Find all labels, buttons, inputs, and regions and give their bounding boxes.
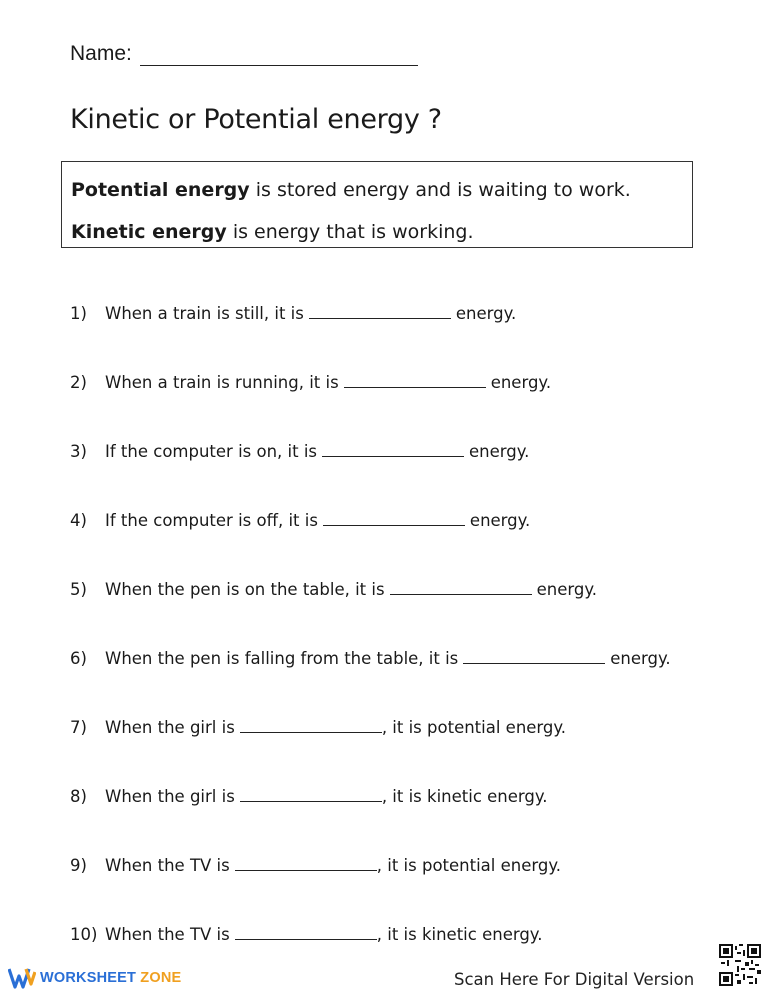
question-text-before: When a train is running, it is [105, 373, 339, 392]
question-text-before: When the TV is [105, 856, 230, 875]
question-item [70, 649, 671, 668]
question-text-before: When the girl is [105, 718, 235, 737]
answer-blank[interactable] [309, 304, 451, 319]
question-number: 10) [70, 925, 98, 944]
logo-text: WORKSHEET ZONE [40, 970, 182, 986]
question-text-after: , it is kinetic energy. [381, 787, 548, 806]
question-item [70, 580, 597, 599]
question-text-after: energy. [455, 304, 517, 323]
question-text-before: When the girl is [105, 787, 235, 806]
question-item [70, 925, 542, 944]
question-item [70, 304, 516, 323]
name-label: Name: [70, 42, 132, 65]
answer-blank[interactable] [235, 856, 377, 871]
definition-term: Kinetic energy [71, 221, 227, 243]
question-text-after: , it is kinetic energy. [376, 925, 543, 944]
answer-blank[interactable] [323, 511, 465, 526]
name-blank-line[interactable] [140, 43, 418, 66]
question-number: 8) [70, 787, 87, 806]
question-number: 3) [70, 442, 87, 461]
answer-blank[interactable] [240, 718, 382, 733]
definition-term: Potential energy [71, 179, 250, 201]
question-item [70, 787, 548, 806]
answer-blank[interactable] [344, 373, 486, 388]
question-text-after: , it is potential energy. [381, 718, 567, 737]
answer-blank[interactable] [235, 925, 377, 940]
question-text-before: When the TV is [105, 925, 230, 944]
question-text-after: energy. [469, 442, 530, 461]
question-text-before: When the pen is on the table, it is [105, 580, 385, 599]
question-text-before: If the computer is on, it is [105, 442, 318, 461]
question-item [70, 856, 561, 875]
name-field-row [70, 42, 418, 66]
question-text-before: When a train is still, it is [105, 304, 304, 323]
definition-box [61, 161, 693, 248]
question-text-after: energy. [610, 649, 671, 668]
question-number: 7) [70, 718, 87, 737]
question-number: 9) [70, 856, 87, 875]
worksheetzone-logo[interactable] [8, 966, 181, 990]
question-text-before: When the pen is falling from the table, it is [105, 649, 459, 668]
question-item [70, 718, 566, 737]
answer-blank[interactable] [390, 580, 532, 595]
question-number: 5) [70, 580, 87, 599]
definition-potential [71, 179, 631, 201]
worksheet-title: Kinetic or Potential energy ? [70, 104, 442, 135]
question-item [70, 373, 551, 392]
definition-kinetic [71, 221, 474, 243]
question-text-after: energy. [536, 580, 597, 599]
definition-text: is energy that is working. [226, 221, 474, 243]
question-item [70, 442, 529, 461]
question-text-before: If the computer is off, it is [105, 511, 318, 530]
qr-code-icon[interactable] [719, 944, 761, 986]
definition-text: is stored energy and is waiting to work. [249, 179, 631, 201]
question-item [70, 511, 530, 530]
question-text-after: energy. [469, 511, 531, 530]
question-number: 4) [70, 511, 87, 530]
question-number: 2) [70, 373, 87, 392]
w-logo-icon [8, 966, 36, 990]
answer-blank[interactable] [240, 787, 382, 802]
answer-blank[interactable] [322, 442, 464, 457]
scan-instruction: Scan Here For Digital Version [454, 970, 695, 989]
question-text-after: , it is potential energy. [376, 856, 561, 875]
answer-blank[interactable] [463, 649, 605, 664]
question-number: 1) [70, 304, 87, 323]
question-text-after: energy. [490, 373, 552, 392]
question-number: 6) [70, 649, 87, 668]
